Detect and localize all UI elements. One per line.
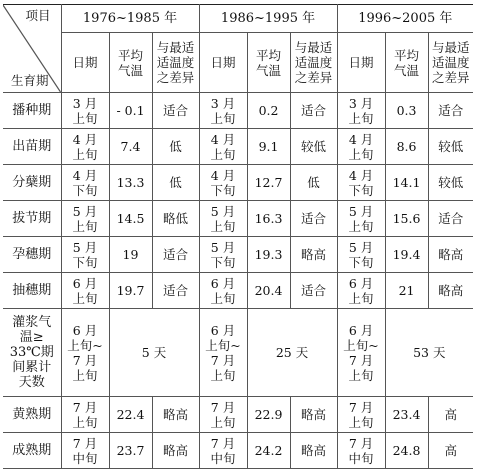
date-cell-line: 4 月 [210,167,236,183]
diff-cell: 较低 [428,129,473,165]
date-cell-line: 3 月 [210,95,236,111]
date-cell [199,129,247,165]
stage-cell: 分蘖期 [3,165,61,201]
diff-cell: 适合 [152,237,199,273]
date-cell [199,165,247,201]
filling-stage-cell-line: 33℃期 [9,345,54,360]
date-cell-line: 7 月 [348,435,374,451]
stage-cell: 出苗期 [3,129,61,165]
date-cell [61,397,109,433]
stage-cell: 拔节期 [3,201,61,237]
temp-cell: 19.7 [109,273,152,309]
date-cell-line: 7 月 [210,399,236,415]
temp-cell: 14.5 [109,201,152,237]
date-cell [337,397,385,433]
filling-row [3,309,473,397]
table-row [3,165,473,201]
date-cell [61,93,109,129]
date-column-header: 日期 [337,33,385,93]
diff-cell: 适合 [428,93,473,129]
diff-cell: 高 [428,397,473,433]
date-cell [199,273,247,309]
diff-cell: 适合 [152,93,199,129]
diff-cell: 略高 [428,273,473,309]
date-cell-line: 上旬 [348,110,374,126]
filling-stage-cell-line: 天数 [18,375,45,390]
date-cell-line: 中旬 [72,450,98,466]
diff-column-header-line: 与最适 [294,40,333,55]
date-cell-line: 上旬 [210,290,236,306]
diff-cell: 高 [428,433,473,469]
table-row [3,273,473,309]
date-cell-line: 4 月 [210,131,236,147]
diff-column-header-line: 适温度 [432,55,470,70]
date-cell-line: 5 月 [72,239,98,255]
date-cell [61,201,109,237]
temp-cell: 0.3 [385,93,428,129]
date-cell [61,273,109,309]
date-cell [61,165,109,201]
filling-stage-cell-line: 灌浆气 [12,315,52,330]
period-header: 1996~2005 年 [337,5,473,33]
diff-column-header [152,33,199,93]
stage-cell: 播种期 [3,93,61,129]
temp-cell: - 0.1 [109,93,152,129]
diff-cell: 适合 [290,201,337,237]
stage-cell: 孕穗期 [3,237,61,273]
diff-cell: 略高 [152,397,199,433]
diff-cell: 较低 [290,129,337,165]
date-cell-line: 上旬 [210,110,236,126]
date-cell-line: 7 月 [72,435,98,451]
diff-cell: 略高 [290,397,337,433]
diff-column-header-line: 适温度 [294,55,333,70]
filling-days-cell: 25 天 [247,309,337,397]
date-cell-line: 上旬 [72,414,98,430]
table-row [3,129,473,165]
diff-cell: 略高 [290,237,337,273]
date-cell [337,129,385,165]
corner-header-cell [3,5,61,93]
date-cell-line: 上旬 [348,290,374,306]
table-row [3,201,473,237]
temp-cell: 13.3 [109,165,152,201]
date-cell-line: 上旬 [210,218,236,234]
date-cell-line: 3 月 [348,95,374,111]
temperature-table [3,4,473,469]
filling-date-cell [337,309,385,397]
filling-date-cell [199,309,247,397]
filling-date-cell [61,309,109,397]
table-row [3,433,473,469]
date-cell-line: 6 月 [72,275,98,291]
diff-cell: 低 [152,165,199,201]
temp-cell: 23.4 [385,397,428,433]
date-cell-line: 上旬 [348,218,374,234]
temp-column-header-line: 平均 [256,47,282,63]
date-cell-line: 上旬 [72,110,98,126]
filling-date-cell-line: 上旬 [72,367,98,383]
temp-cell: 24.8 [385,433,428,469]
table-row [3,397,473,433]
corner-bottom-label: 生育期 [11,73,49,88]
filling-date-cell-line: 6 月 [72,322,98,338]
temp-cell: 21 [385,273,428,309]
filling-stage-cell [3,309,61,397]
filling-date-cell-line: 7 月 [210,352,236,368]
diff-column-header [428,33,473,93]
temp-cell: 19.3 [247,237,290,273]
date-cell-line: 3 月 [72,95,98,111]
date-cell-line: 5 月 [210,203,236,219]
date-cell-line: 5 月 [72,203,98,219]
date-cell-line: 下旬 [210,254,236,270]
temp-column-header [109,33,152,93]
period-header: 1986~1995 年 [199,5,337,33]
temp-column-header-line: 平均 [394,47,420,63]
date-cell-line: 上旬 [72,146,98,162]
date-cell [337,201,385,237]
temp-cell: 23.7 [109,433,152,469]
stage-cell: 成熟期 [3,433,61,469]
diff-cell: 低 [290,165,337,201]
temp-cell: 19.4 [385,237,428,273]
temp-cell: 22.9 [247,397,290,433]
date-column-header: 日期 [61,33,109,93]
date-cell-line: 上旬 [72,218,98,234]
filling-date-cell-line: 上旬 [210,367,236,383]
temp-cell: 22.4 [109,397,152,433]
temp-cell: 12.7 [247,165,290,201]
date-cell [337,273,385,309]
date-cell-line: 下旬 [348,182,374,198]
date-cell-line: 5 月 [348,239,374,255]
date-cell [61,129,109,165]
diff-column-header-line: 与最适 [432,40,470,55]
date-cell-line: 中旬 [348,450,374,466]
diff-column-header [290,33,337,93]
date-cell-line: 6 月 [210,275,236,291]
temp-cell: 9.1 [247,129,290,165]
stage-cell: 黄熟期 [3,397,61,433]
diff-cell: 适合 [152,273,199,309]
temp-cell: 7.4 [109,129,152,165]
date-cell [199,93,247,129]
temp-column-header-line: 平均 [117,47,143,63]
temp-cell: 15.6 [385,201,428,237]
filling-days-cell: 53 天 [385,309,473,397]
date-cell-line: 5 月 [348,203,374,219]
filling-stage-cell-line: 温≥ [19,330,44,345]
date-cell-line: 中旬 [210,450,236,466]
temp-cell: 0.2 [247,93,290,129]
diff-cell: 略低 [152,201,199,237]
temp-column-header-line: 气温 [256,62,282,78]
corner-top-label: 项目 [25,8,51,23]
filling-date-cell-line: 6 月 [348,322,374,338]
temp-column-header-line: 气温 [394,62,420,78]
date-cell-line: 4 月 [72,167,98,183]
temp-column-header-line: 气温 [117,62,143,78]
temp-cell: 8.6 [385,129,428,165]
date-cell [337,237,385,273]
stage-cell: 抽穗期 [3,273,61,309]
temp-cell: 20.4 [247,273,290,309]
filling-stage-cell-line: 间累计 [12,360,52,375]
diff-cell: 较低 [428,165,473,201]
date-cell [61,433,109,469]
date-cell-line: 上旬 [210,146,236,162]
date-cell-line: 上旬 [348,414,374,430]
date-cell-line: 5 月 [210,239,236,255]
date-cell-line: 上旬 [72,290,98,306]
date-cell [199,397,247,433]
temp-column-header [385,33,428,93]
diff-column-header-line: 之差异 [432,70,470,85]
diff-column-header-line: 之差异 [156,70,195,85]
date-cell [337,93,385,129]
date-cell-line: 下旬 [72,254,98,270]
date-cell-line: 下旬 [210,182,236,198]
date-cell-line: 7 月 [72,399,98,415]
date-cell [337,433,385,469]
date-cell [199,433,247,469]
filling-date-cell-line: 上旬 [348,367,374,383]
table-row [3,93,473,129]
filling-date-cell-line: 7 月 [72,352,98,368]
temp-cell: 19 [109,237,152,273]
date-cell-line: 6 月 [348,275,374,291]
diff-cell: 略高 [428,237,473,273]
temp-column-header [247,33,290,93]
period-header: 1976~1985 年 [61,5,199,33]
table-row [3,237,473,273]
diff-cell: 略高 [152,433,199,469]
diff-cell: 略高 [290,433,337,469]
date-cell-line: 上旬 [348,146,374,162]
filling-date-cell-line: 6 月 [210,322,236,338]
diff-cell: 适合 [428,201,473,237]
date-cell-line: 4 月 [348,167,374,183]
temp-cell: 14.1 [385,165,428,201]
date-cell-line: 上旬 [210,414,236,430]
date-cell-line: 4 月 [348,131,374,147]
diff-cell: 适合 [290,93,337,129]
date-cell-line: 下旬 [72,182,98,198]
date-cell [199,237,247,273]
temp-cell: 16.3 [247,201,290,237]
filling-date-cell-line: 上旬~ [343,337,379,353]
filling-days-cell: 5 天 [109,309,199,397]
diff-column-header-line: 与最适 [156,40,195,55]
temp-cell: 24.2 [247,433,290,469]
filling-date-cell-line: 上旬~ [67,337,103,353]
date-cell [61,237,109,273]
date-cell-line: 7 月 [210,435,236,451]
date-cell [337,165,385,201]
diff-column-header-line: 适温度 [156,55,195,70]
date-cell [199,201,247,237]
date-cell-line: 4 月 [72,131,98,147]
diff-column-header-line: 之差异 [294,70,333,85]
date-cell-line: 7 月 [348,399,374,415]
filling-date-cell-line: 上旬~ [205,337,241,353]
diff-cell: 适合 [290,273,337,309]
filling-date-cell-line: 7 月 [348,352,374,368]
date-column-header: 日期 [199,33,247,93]
date-cell-line: 下旬 [348,254,374,270]
diff-cell: 低 [152,129,199,165]
